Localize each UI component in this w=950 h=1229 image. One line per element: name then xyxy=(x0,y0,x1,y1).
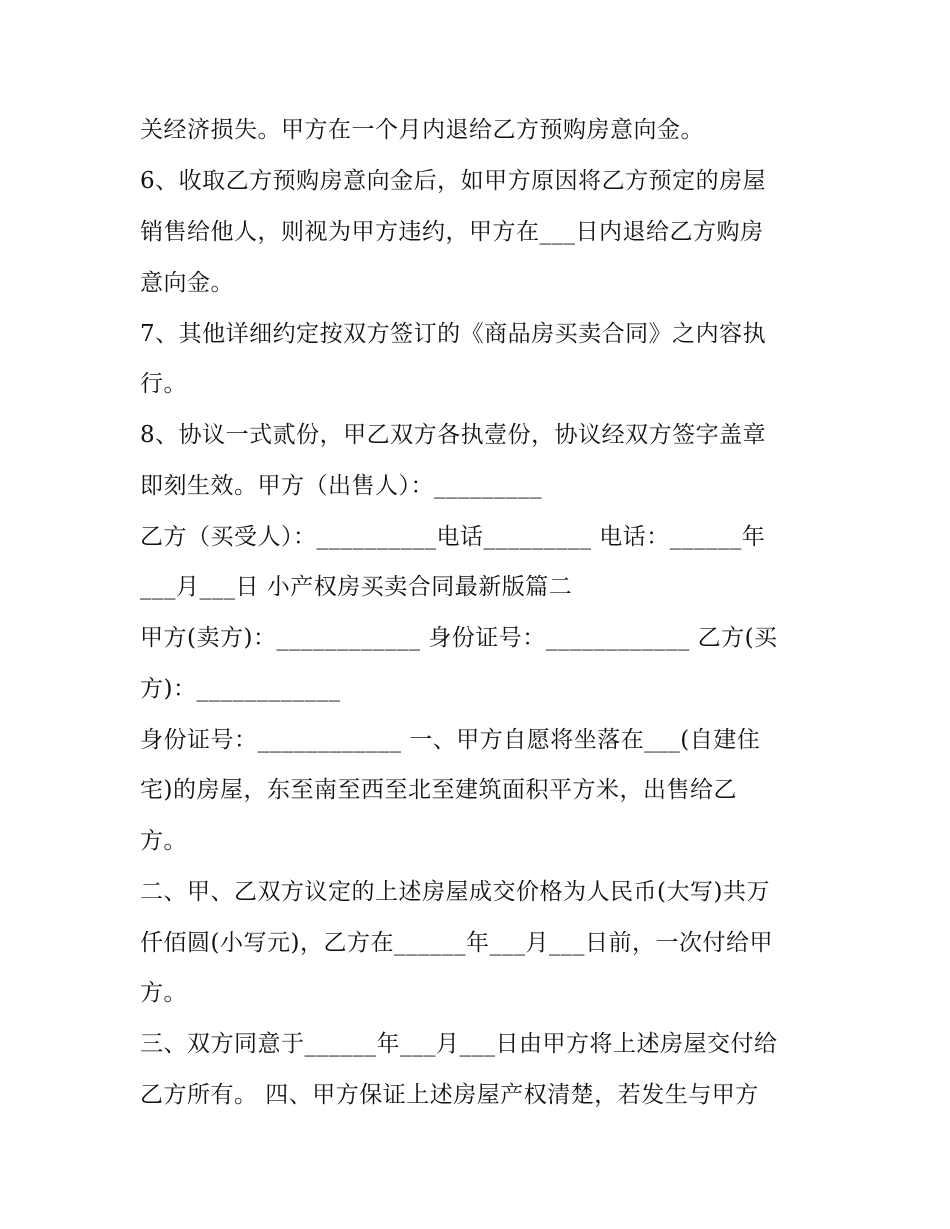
text-line: 身份证号：____________ 一、甲方自愿将坐落在___(自建住 xyxy=(140,727,761,753)
text-line: 关经济损失。甲方在一个月内退给乙方预购房意向金。 xyxy=(140,117,704,143)
text-line: 乙方（买受人）：__________电话_________ 电话：______年 xyxy=(140,524,766,550)
text-line: 行。 xyxy=(140,371,187,397)
text-line: 方。 xyxy=(140,980,187,1006)
text-line: 7、其他详细约定按双方签订的《商品房买卖合同》之内容执 xyxy=(140,321,767,347)
text-line: 方)：____________ xyxy=(140,676,341,702)
text-line: 仟佰圆(小写元)，乙方在______年___月___日前，一次付给甲 xyxy=(140,930,773,956)
text-line: 即刻生效。甲方（出售人）：_________ xyxy=(140,473,542,499)
text-line: 宅)的房屋，东至南至西至北至建筑面积平方米，出售给乙 xyxy=(140,777,737,803)
text-line: ___月___日 小产权房买卖合同最新版篇二 xyxy=(140,574,573,600)
text-line: 6、收取乙方预购房意向金后，如甲方原因将乙方预定的房屋 xyxy=(140,168,767,194)
text-line: 甲方(卖方)：____________ 身份证号：____________ 乙方(买 xyxy=(140,625,778,651)
text-line: 8、协议一式贰份，甲乙双方各执壹份，协议经双方签字盖章 xyxy=(140,422,767,448)
text-line: 意向金。 xyxy=(140,270,234,296)
text-line: 三、双方同意于______年___月___日由甲方将上述房屋交付给 xyxy=(140,1031,778,1057)
text-line: 二、甲、乙双方议定的上述房屋成交价格为人民币(大写)共万 xyxy=(140,879,770,905)
text-line: 乙方所有。 四、甲方保证上述房屋产权清楚，若发生与甲方 xyxy=(140,1082,759,1108)
text-line: 方。 xyxy=(140,828,187,854)
text-line: 销售给他人，则视为甲方违约，甲方在___日内退给乙方购房 xyxy=(140,219,764,245)
